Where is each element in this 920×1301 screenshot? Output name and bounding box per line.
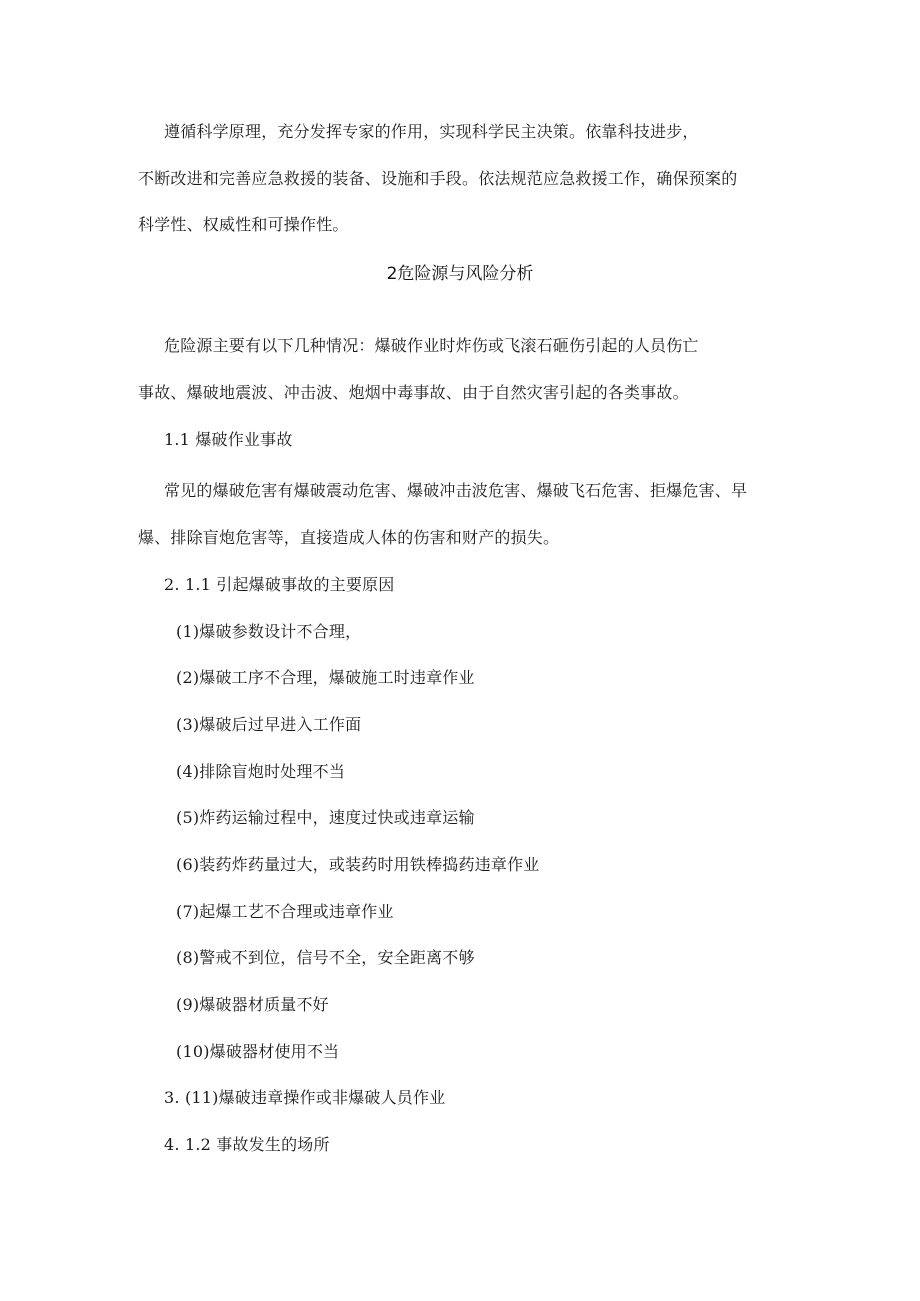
list-item: (8)警戒不到位，信号不全，安全距离不够 bbox=[176, 948, 475, 967]
item-4: 4. 1.2 事故发生的场所 bbox=[164, 1135, 330, 1154]
hazard-intro-line-2: 事故、爆破地震波、冲击波、炮烟中毒事故、由于自然灾害引起的各类事故。 bbox=[138, 383, 689, 402]
intro-line-3: 科学性、权威性和可操作性。 bbox=[138, 215, 349, 234]
list-item: (5)炸药运输过程中，速度过快或违章运输 bbox=[176, 808, 475, 827]
blast-hazards-line-1: 常见的爆破危害有爆破震动危害、爆破冲击波危害、爆破飞石危害、拒爆危害、早 bbox=[164, 481, 748, 500]
list-item: (6)装药炸药量过大，或装药时用铁棒捣药违章作业 bbox=[176, 855, 540, 874]
intro-line-2: 不断改进和完善应急救援的装备、设施和手段。依法规范应急救援工作，确保预案的 bbox=[138, 169, 738, 188]
list-item: (3)爆破后过早进入工作面 bbox=[176, 715, 362, 734]
sub-heading-1-1: 1.1 爆破作业事故 bbox=[164, 430, 293, 449]
blast-hazards-line-2: 爆、排除盲炮危害等，直接造成人体的伤害和财产的损失。 bbox=[138, 528, 560, 547]
intro-line-1: 遵循科学原理，充分发挥专家的作用，实现科学民主决策。依靠科技进步， bbox=[164, 122, 699, 141]
list-item: (2)爆破工序不合理，爆破施工时违章作业 bbox=[176, 668, 475, 687]
list-item: (1)爆破参数设计不合理， bbox=[176, 622, 362, 641]
list-item: (10)爆破器材使用不当 bbox=[176, 1042, 340, 1061]
list-item: (7)起爆工艺不合理或违章作业 bbox=[176, 902, 394, 921]
sub-heading-2: 2. 1.1 引起爆破事故的主要原因 bbox=[164, 575, 395, 594]
hazard-intro-line-1: 危险源主要有以下几种情况：爆破作业时炸伤或飞滚石砸伤引起的人员伤亡 bbox=[164, 336, 699, 355]
list-item: (4)排除盲炮时处理不当 bbox=[176, 762, 346, 781]
section-title: 2危险源与风险分析 bbox=[386, 264, 534, 284]
list-item: (9)爆破器材质量不好 bbox=[176, 995, 329, 1014]
item-3: 3. (11)爆破违章操作或非爆破人员作业 bbox=[164, 1088, 446, 1107]
